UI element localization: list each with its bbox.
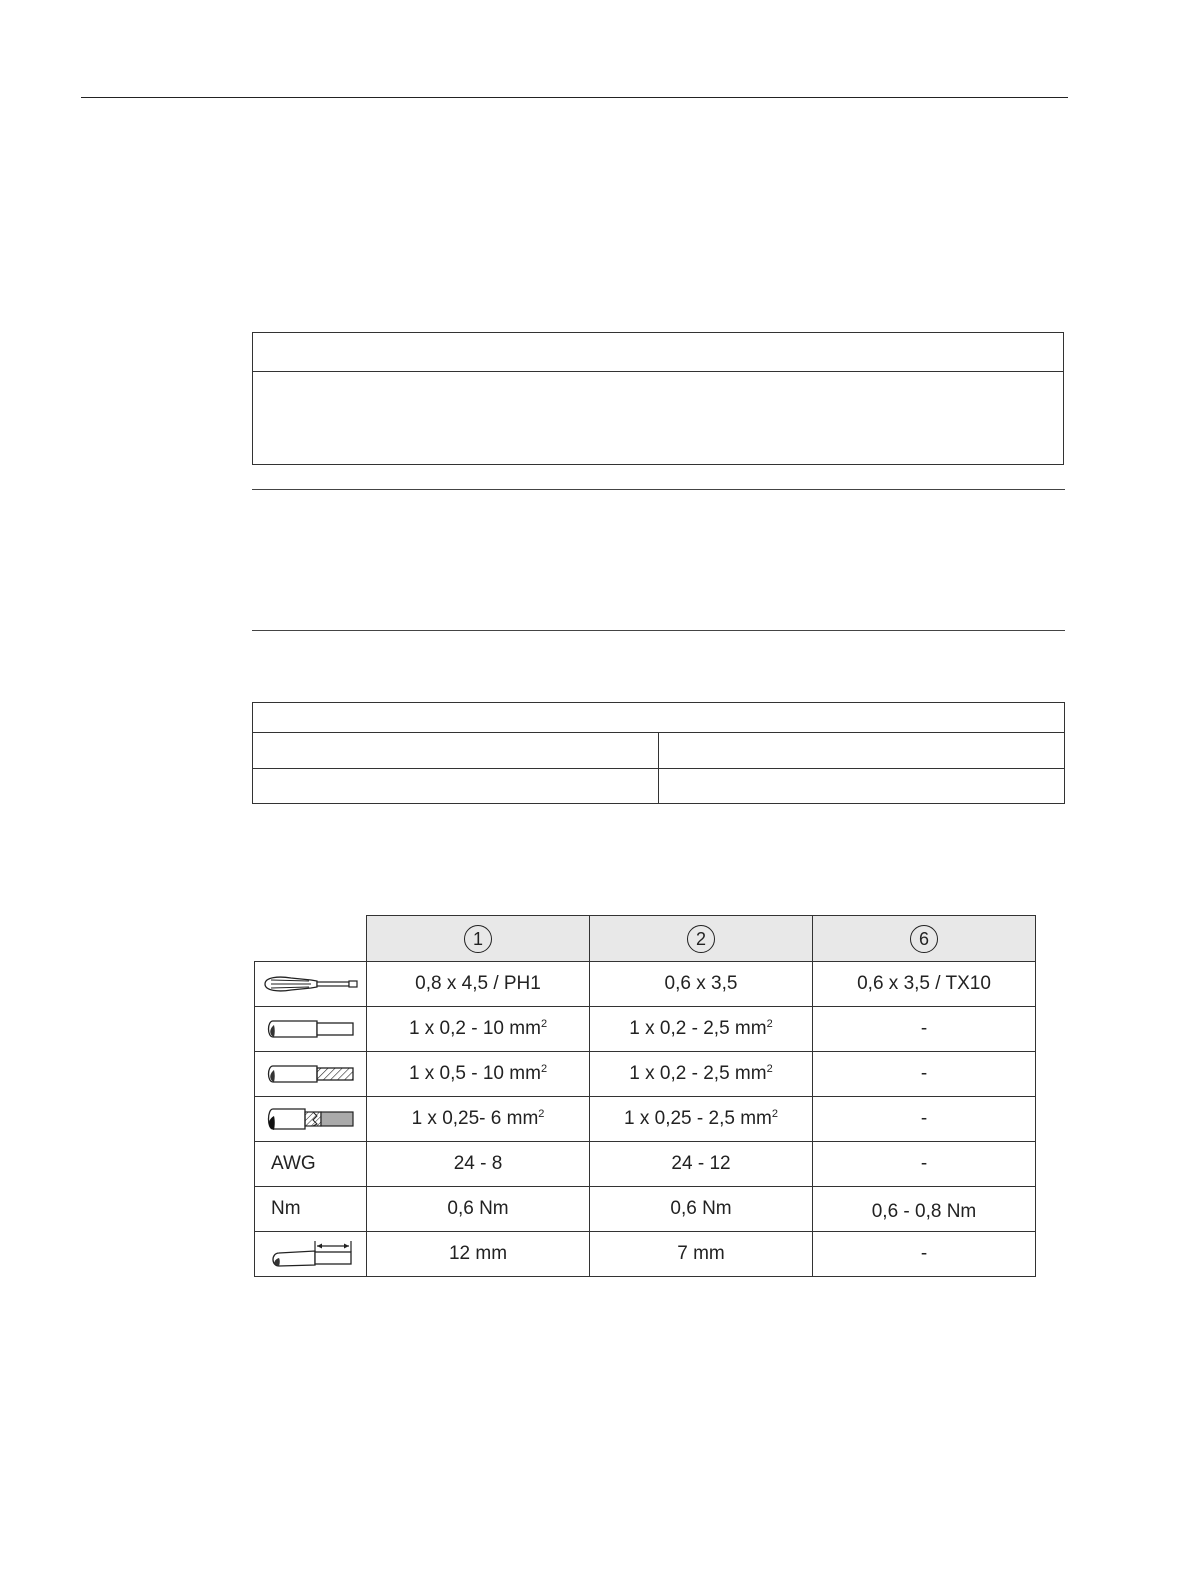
- cell: -: [813, 1232, 1036, 1277]
- section-rule-top: [252, 489, 1065, 490]
- table-row: [255, 1187, 1036, 1232]
- table-header-row: [255, 916, 1036, 962]
- bordered-box: [252, 332, 1064, 465]
- table-row: [255, 1232, 1036, 1277]
- strip-length-icon: [265, 1238, 357, 1270]
- grid-column-divider: [658, 732, 659, 803]
- cell: 0,6 x 3,5: [590, 962, 813, 1007]
- cell: 7 mm: [590, 1232, 813, 1277]
- cell: 0,6 Nm: [590, 1187, 813, 1232]
- cell: 0,6 x 3,5 / TX10: [813, 962, 1036, 1007]
- cell: -: [813, 1007, 1036, 1052]
- screwdriver-icon: [261, 972, 361, 996]
- cell: 0,8 x 4,5 / PH1: [367, 962, 590, 1007]
- table-row: [255, 962, 1036, 1007]
- cell: -: [813, 1052, 1036, 1097]
- terminal-spec-table: [254, 915, 1036, 1277]
- ferrule-wire-icon: [265, 1104, 357, 1134]
- column-header-1: [367, 916, 590, 962]
- stranded-wire-icon: [265, 1060, 357, 1088]
- header-rule: [81, 97, 1068, 98]
- circled-number: 6: [910, 925, 938, 953]
- cell: 1 x 0,5 - 10 $mm^2$: [367, 1052, 590, 1097]
- row-icon-cell: [255, 1097, 367, 1142]
- row-icon-cell: [255, 1007, 367, 1052]
- cell: 24 - 12: [590, 1142, 813, 1187]
- cell: 24 - 8: [367, 1142, 590, 1187]
- cell: -: [813, 1142, 1036, 1187]
- table-row: [255, 1097, 1036, 1142]
- cell: 1 x 0,2 - 2,5 $mm^2$: [590, 1007, 813, 1052]
- cell: -: [813, 1097, 1036, 1142]
- cell: 1 x 0,2 - 10 $mm^2$: [367, 1007, 590, 1052]
- cell: 1 x 0,2 - 2,5 $mm^2$: [590, 1052, 813, 1097]
- row-icon-cell: [255, 1052, 367, 1097]
- empty-grid-table: [252, 702, 1065, 804]
- table-row: [255, 1052, 1036, 1097]
- row-icon-cell: [255, 962, 367, 1007]
- cell: 1 x 0,25- 6 $mm^2$: [367, 1097, 590, 1142]
- circled-number: 1: [464, 925, 492, 953]
- table-row: [255, 1142, 1036, 1187]
- circled-number: 2: [687, 925, 715, 953]
- row-label: AWG: [255, 1142, 367, 1187]
- cell: 0,6 Nm: [367, 1187, 590, 1232]
- row-icon-cell: [255, 1232, 367, 1277]
- solid-wire-icon: [265, 1015, 357, 1043]
- cell: 1 x 0,25 - 2,5 $mm^2$: [590, 1097, 813, 1142]
- column-header-6: [813, 916, 1036, 962]
- row-label: Nm: [255, 1187, 367, 1232]
- column-header-2: [590, 916, 813, 962]
- cell: 12 mm: [367, 1232, 590, 1277]
- cell: 0,6 - 0,8 Nm: [813, 1187, 1036, 1232]
- section-rule-bottom: [252, 630, 1065, 631]
- table-row: [255, 1007, 1036, 1052]
- box-divider: [253, 371, 1063, 372]
- table-corner: [255, 916, 367, 962]
